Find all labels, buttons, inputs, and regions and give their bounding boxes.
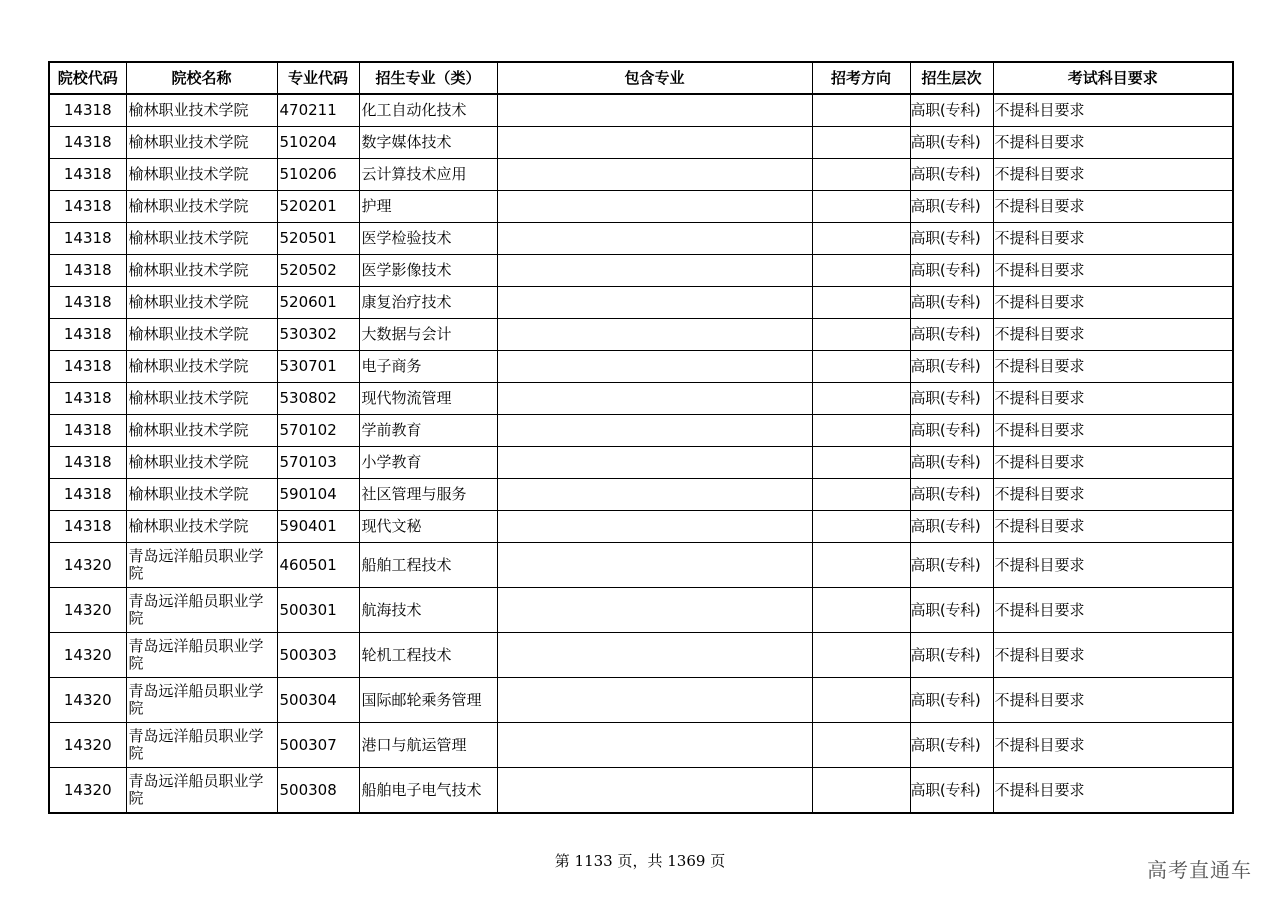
cell-included-majors xyxy=(497,255,812,287)
cell-direction xyxy=(812,479,910,511)
cell-major: 船舶电子电气技术 xyxy=(359,768,497,814)
table-row xyxy=(49,447,1233,479)
table-row xyxy=(49,383,1233,415)
cell-subject-requirement: 不提科目要求 xyxy=(993,319,1233,351)
enrollment-table xyxy=(48,61,1234,814)
cell-level: 高职(专科) xyxy=(910,383,993,415)
cell-subject-requirement: 不提科目要求 xyxy=(993,383,1233,415)
cell-school-name: 榆林职业技术学院 xyxy=(126,191,277,223)
header-major-code: 专业代码 xyxy=(277,62,359,94)
cell-subject-requirement: 不提科目要求 xyxy=(993,223,1233,255)
cell-major: 现代文秘 xyxy=(359,511,497,543)
cell-direction xyxy=(812,543,910,588)
cell-level: 高职(专科) xyxy=(910,351,993,383)
cell-school-code: 14318 xyxy=(49,511,126,543)
cell-major-code: 460501 xyxy=(277,543,359,588)
cell-included-majors xyxy=(497,159,812,191)
header-school-name: 院校名称 xyxy=(126,62,277,94)
cell-major: 轮机工程技术 xyxy=(359,633,497,678)
table-row xyxy=(49,588,1233,633)
cell-major-code: 530701 xyxy=(277,351,359,383)
cell-major-code: 500303 xyxy=(277,633,359,678)
table-row xyxy=(49,127,1233,159)
cell-level: 高职(专科) xyxy=(910,319,993,351)
cell-school-name: 榆林职业技术学院 xyxy=(126,383,277,415)
cell-school-code: 14320 xyxy=(49,678,126,723)
table-row xyxy=(49,723,1233,768)
cell-level: 高职(专科) xyxy=(910,678,993,723)
table-row xyxy=(49,94,1233,127)
header-direction: 招考方向 xyxy=(812,62,910,94)
cell-direction xyxy=(812,94,910,127)
cell-direction xyxy=(812,319,910,351)
cell-major: 国际邮轮乘务管理 xyxy=(359,678,497,723)
page-number: 第 1133 页，共 1369 页 xyxy=(554,852,726,870)
cell-subject-requirement: 不提科目要求 xyxy=(993,633,1233,678)
table-row xyxy=(49,191,1233,223)
cell-school-name: 青岛远洋船员职业学院 xyxy=(126,678,277,723)
cell-included-majors xyxy=(497,351,812,383)
cell-level: 高职(专科) xyxy=(910,768,993,814)
cell-major-code: 530802 xyxy=(277,383,359,415)
cell-major-code: 500301 xyxy=(277,588,359,633)
table-body xyxy=(49,94,1233,813)
cell-level: 高职(专科) xyxy=(910,94,993,127)
cell-level: 高职(专科) xyxy=(910,588,993,633)
cell-major-code: 520501 xyxy=(277,223,359,255)
cell-school-name: 榆林职业技术学院 xyxy=(126,447,277,479)
cell-subject-requirement: 不提科目要求 xyxy=(993,159,1233,191)
cell-subject-requirement: 不提科目要求 xyxy=(993,94,1233,127)
table-row xyxy=(49,768,1233,814)
cell-direction xyxy=(812,287,910,319)
cell-subject-requirement: 不提科目要求 xyxy=(993,723,1233,768)
cell-major-code: 530302 xyxy=(277,319,359,351)
header-included-majors: 包含专业 xyxy=(497,62,812,94)
cell-major-code: 520201 xyxy=(277,191,359,223)
cell-subject-requirement: 不提科目要求 xyxy=(993,287,1233,319)
cell-school-code: 14318 xyxy=(49,351,126,383)
cell-included-majors xyxy=(497,511,812,543)
cell-school-name: 榆林职业技术学院 xyxy=(126,255,277,287)
cell-school-code: 14320 xyxy=(49,543,126,588)
cell-major-code: 500304 xyxy=(277,678,359,723)
cell-direction xyxy=(812,127,910,159)
cell-included-majors xyxy=(497,223,812,255)
table-row xyxy=(49,543,1233,588)
cell-subject-requirement: 不提科目要求 xyxy=(993,678,1233,723)
cell-included-majors xyxy=(497,588,812,633)
table-row xyxy=(49,678,1233,723)
watermark: 高考直通车 xyxy=(1147,858,1252,882)
cell-school-name: 榆林职业技术学院 xyxy=(126,319,277,351)
cell-included-majors xyxy=(497,94,812,127)
cell-direction xyxy=(812,723,910,768)
cell-major-code: 500307 xyxy=(277,723,359,768)
cell-school-code: 14318 xyxy=(49,94,126,127)
cell-subject-requirement: 不提科目要求 xyxy=(993,351,1233,383)
cell-level: 高职(专科) xyxy=(910,479,993,511)
cell-school-name: 榆林职业技术学院 xyxy=(126,287,277,319)
table-row xyxy=(49,415,1233,447)
cell-major-code: 520601 xyxy=(277,287,359,319)
cell-included-majors xyxy=(497,479,812,511)
cell-school-name: 青岛远洋船员职业学院 xyxy=(126,588,277,633)
cell-major-code: 510206 xyxy=(277,159,359,191)
cell-level: 高职(专科) xyxy=(910,633,993,678)
table-row xyxy=(49,479,1233,511)
cell-included-majors xyxy=(497,383,812,415)
cell-major: 小学教育 xyxy=(359,447,497,479)
cell-direction xyxy=(812,383,910,415)
cell-included-majors xyxy=(497,319,812,351)
cell-school-name: 榆林职业技术学院 xyxy=(126,511,277,543)
cell-subject-requirement: 不提科目要求 xyxy=(993,191,1233,223)
cell-school-name: 榆林职业技术学院 xyxy=(126,479,277,511)
cell-subject-requirement: 不提科目要求 xyxy=(993,255,1233,287)
cell-direction xyxy=(812,159,910,191)
cell-major: 港口与航运管理 xyxy=(359,723,497,768)
cell-subject-requirement: 不提科目要求 xyxy=(993,768,1233,814)
cell-school-name: 榆林职业技术学院 xyxy=(126,415,277,447)
cell-direction xyxy=(812,255,910,287)
cell-subject-requirement: 不提科目要求 xyxy=(993,415,1233,447)
cell-major-code: 570103 xyxy=(277,447,359,479)
cell-major: 数字媒体技术 xyxy=(359,127,497,159)
cell-subject-requirement: 不提科目要求 xyxy=(993,511,1233,543)
cell-included-majors xyxy=(497,768,812,814)
cell-school-code: 14320 xyxy=(49,723,126,768)
table-row xyxy=(49,287,1233,319)
cell-school-name: 青岛远洋船员职业学院 xyxy=(126,768,277,814)
cell-level: 高职(专科) xyxy=(910,223,993,255)
cell-subject-requirement: 不提科目要求 xyxy=(993,588,1233,633)
cell-school-code: 14318 xyxy=(49,159,126,191)
cell-major-code: 520502 xyxy=(277,255,359,287)
cell-school-code: 14318 xyxy=(49,255,126,287)
table-row xyxy=(49,511,1233,543)
cell-major-code: 470211 xyxy=(277,94,359,127)
cell-school-code: 14318 xyxy=(49,287,126,319)
cell-major: 船舶工程技术 xyxy=(359,543,497,588)
cell-major-code: 510204 xyxy=(277,127,359,159)
cell-included-majors xyxy=(497,633,812,678)
header-major: 招生专业（类） xyxy=(359,62,497,94)
cell-major: 化工自动化技术 xyxy=(359,94,497,127)
cell-direction xyxy=(812,415,910,447)
cell-school-code: 14318 xyxy=(49,447,126,479)
cell-included-majors xyxy=(497,723,812,768)
cell-major: 学前教育 xyxy=(359,415,497,447)
cell-major: 康复治疗技术 xyxy=(359,287,497,319)
cell-level: 高职(专科) xyxy=(910,159,993,191)
header-level: 招生层次 xyxy=(910,62,993,94)
cell-major: 电子商务 xyxy=(359,351,497,383)
cell-direction xyxy=(812,678,910,723)
cell-school-name: 榆林职业技术学院 xyxy=(126,127,277,159)
cell-school-name: 青岛远洋船员职业学院 xyxy=(126,543,277,588)
cell-level: 高职(专科) xyxy=(910,287,993,319)
cell-level: 高职(专科) xyxy=(910,191,993,223)
cell-school-code: 14318 xyxy=(49,191,126,223)
table-row xyxy=(49,159,1233,191)
cell-major-code: 570102 xyxy=(277,415,359,447)
cell-school-code: 14320 xyxy=(49,633,126,678)
cell-level: 高职(专科) xyxy=(910,447,993,479)
cell-school-name: 榆林职业技术学院 xyxy=(126,351,277,383)
cell-school-code: 14320 xyxy=(49,768,126,814)
cell-direction xyxy=(812,351,910,383)
cell-subject-requirement: 不提科目要求 xyxy=(993,447,1233,479)
cell-level: 高职(专科) xyxy=(910,415,993,447)
cell-included-majors xyxy=(497,127,812,159)
cell-school-name: 榆林职业技术学院 xyxy=(126,94,277,127)
header-subject-requirement: 考试科目要求 xyxy=(993,62,1233,94)
cell-school-code: 14318 xyxy=(49,223,126,255)
cell-major: 社区管理与服务 xyxy=(359,479,497,511)
cell-school-code: 14320 xyxy=(49,588,126,633)
cell-major-code: 590104 xyxy=(277,479,359,511)
header-school-code: 院校代码 xyxy=(49,62,126,94)
cell-school-name: 榆林职业技术学院 xyxy=(126,159,277,191)
cell-school-code: 14318 xyxy=(49,383,126,415)
cell-subject-requirement: 不提科目要求 xyxy=(993,543,1233,588)
cell-subject-requirement: 不提科目要求 xyxy=(993,479,1233,511)
cell-school-code: 14318 xyxy=(49,319,126,351)
cell-major: 云计算技术应用 xyxy=(359,159,497,191)
cell-major: 护理 xyxy=(359,191,497,223)
cell-school-name: 榆林职业技术学院 xyxy=(126,223,277,255)
cell-major-code: 590401 xyxy=(277,511,359,543)
table-row xyxy=(49,351,1233,383)
header-row xyxy=(49,62,1233,94)
cell-level: 高职(专科) xyxy=(910,127,993,159)
cell-included-majors xyxy=(497,543,812,588)
table-row xyxy=(49,633,1233,678)
cell-direction xyxy=(812,633,910,678)
table-row xyxy=(49,223,1233,255)
cell-school-code: 14318 xyxy=(49,415,126,447)
cell-school-code: 14318 xyxy=(49,479,126,511)
cell-school-name: 青岛远洋船员职业学院 xyxy=(126,633,277,678)
cell-subject-requirement: 不提科目要求 xyxy=(993,127,1233,159)
cell-direction xyxy=(812,511,910,543)
cell-level: 高职(专科) xyxy=(910,543,993,588)
cell-major: 现代物流管理 xyxy=(359,383,497,415)
cell-level: 高职(专科) xyxy=(910,511,993,543)
cell-included-majors xyxy=(497,447,812,479)
cell-school-name: 青岛远洋船员职业学院 xyxy=(126,723,277,768)
cell-direction xyxy=(812,768,910,814)
cell-major-code: 500308 xyxy=(277,768,359,814)
cell-direction xyxy=(812,447,910,479)
cell-major: 大数据与会计 xyxy=(359,319,497,351)
cell-major: 医学检验技术 xyxy=(359,223,497,255)
cell-level: 高职(专科) xyxy=(910,255,993,287)
cell-included-majors xyxy=(497,287,812,319)
cell-included-majors xyxy=(497,415,812,447)
cell-level: 高职(专科) xyxy=(910,723,993,768)
cell-included-majors xyxy=(497,678,812,723)
cell-included-majors xyxy=(497,191,812,223)
cell-major: 医学影像技术 xyxy=(359,255,497,287)
cell-direction xyxy=(812,191,910,223)
table-row xyxy=(49,255,1233,287)
table-row xyxy=(49,319,1233,351)
cell-direction xyxy=(812,588,910,633)
cell-major: 航海技术 xyxy=(359,588,497,633)
cell-direction xyxy=(812,223,910,255)
cell-school-code: 14318 xyxy=(49,127,126,159)
